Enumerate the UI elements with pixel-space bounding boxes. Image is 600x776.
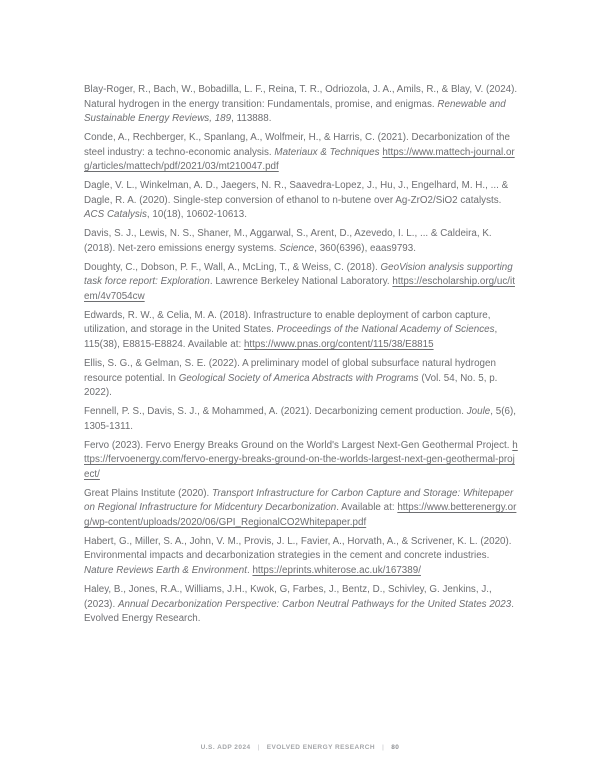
reference-text: Edwards, R. W., & Celia, M. A. (2018). Infrastructure to enable deployment of carbon capture, utilization, and storage in the United States. xyxy=(84,309,491,336)
reference-entry xyxy=(84,583,518,627)
reference-text: Haley, B., Jones, R.A., Williams, J.H., Kwok, G, Farbes, J., Bentz, D., Schivley, G. Jenkins, J., (2023). xyxy=(84,584,492,610)
reference-text: Great Plains Institute (2020). xyxy=(84,487,213,499)
reference-entry xyxy=(84,83,518,127)
reference-entry xyxy=(84,357,518,401)
reference-text: , 115(38), E8815-E8824. Available at: xyxy=(84,324,498,350)
reference-text: Habert, G., Miller, S. A., John, V. M., Provis, J. L., Favier, A., Horvath, A., & Scrivener, K. L. (2020). Environmental impacts and decarbonization strategies in the cement and concrete industries. xyxy=(84,535,512,562)
reference-link[interactable]: https://www.mattech-journal.org/articles/mattech/pdf/2021/03/mt210047.pdf xyxy=(84,146,515,173)
work-title: Nature Reviews Earth & Environment xyxy=(84,564,247,576)
work-title: Geological Society of America Abstracts with Programs xyxy=(178,372,419,384)
footer-report-label: U.S. ADP 2024 xyxy=(200,744,251,751)
reference-text: Fennell, P. S., Davis, S. J., & Mohammed, A. (2021). Decarbonizing cement production. xyxy=(84,406,467,418)
footer-organization-label: EVOLVED ENERGY RESEARCH xyxy=(266,744,376,751)
reference-text: , 5(6), 1305-1311. xyxy=(84,406,516,432)
work-title: ACS Catalysis xyxy=(84,209,147,221)
reference-text: Fervo (2023). Fervo Energy Breaks Ground on the World's Largest Next-Gen Geothermal Project. xyxy=(84,439,513,451)
reference-text: Dagle, V. L., Winkelman, A. D., Jaegers, N. R., Saavedra-Lopez, J., Hu, J., Engelhard, M. H., ... & Dagle, R. A. (2020). Single-step conversion of ethanol to n-butene over Ag-ZrO2/SiO2 catalysts. xyxy=(84,180,509,206)
reference-entry xyxy=(84,535,518,579)
reference-link[interactable]: https://fervoenergy.com/fervo-energy-breaks-ground-on-the-worlds-largest-next-gen-geothermal-project/ xyxy=(84,439,518,480)
reference-entry xyxy=(84,405,518,434)
footer-separator: | xyxy=(257,744,260,751)
reference-entry xyxy=(84,309,518,353)
reference-entry xyxy=(84,439,518,483)
reference-entry xyxy=(84,487,518,531)
reference-text: , 113888. xyxy=(231,113,272,124)
reference-entry xyxy=(84,261,518,305)
work-title: GeoVision analysis supporting task force report: Exploration xyxy=(84,261,513,288)
reference-text: Conde, A., Rechberger, K., Spanlang, A., Wolfmeir, H., & Harris, C. (2021). Decarbonization of the steel industry: a techno-economic analysis. xyxy=(84,132,510,158)
work-title: Materiaux & Techniques xyxy=(274,146,380,158)
reference-entry xyxy=(84,227,518,256)
work-title: Transport Infrastructure for Carbon Capture and Storage: Whitepaper on Regional Infrastructure for Midcentury Decarbonization xyxy=(84,487,514,514)
reference-text: (Vol. 54, No. 5, p. 2022). xyxy=(84,372,498,399)
reference-text: Ellis, S. G., & Gelman, S. E. (2022). A preliminary model of global subsurface natural hydrogen resource potential. In xyxy=(84,358,496,384)
reference-link[interactable]: https://www.pnas.org/content/115/38/E8815 xyxy=(243,338,434,350)
reference-link[interactable]: https://www.betterenergy.org/wp-content/uploads/2020/06/GPI_RegionalCO2Whitepaper.pdf xyxy=(84,502,517,528)
footer-separator: | xyxy=(382,744,385,751)
reference-text: , 360(6396), eaas9793. xyxy=(314,242,416,254)
work-title: Science xyxy=(279,242,315,254)
work-title: Renewable and Sustainable Energy Reviews, 189 xyxy=(84,98,506,124)
reference-text: Blay-Roger, R., Bach, W., Bobadilla, L. F., Reina, T. R., Odriozola, J. A., Amils, R., & Blay, V. (2024). Natural hydrogen in the energy transition: Fundamentals, promise, and enigmas. xyxy=(84,84,518,110)
reference-entry xyxy=(84,179,518,223)
reference-text: Davis, S. J., Lewis, N. S., Shaner, M., Aggarwal, S., Arent, D., Azevedo, I. L., ... & Caldeira, K. (2018). Net-zero emissions energy systems. xyxy=(84,228,492,254)
reference-link[interactable]: https://escholarship.org/uc/item/4v7054cw xyxy=(84,276,515,302)
reference-link[interactable]: https://eprints.whiterose.ac.uk/167389/ xyxy=(252,564,421,576)
work-title: Proceedings of the National Academy of Sciences xyxy=(276,324,495,336)
reference-text: , 10(18), 10602-10613. xyxy=(146,209,247,221)
work-title: Annual Decarbonization Perspective: Carbon Neutral Pathways for the United States 2023 xyxy=(117,598,512,610)
reference-entry xyxy=(84,131,518,175)
page-footer xyxy=(0,744,600,751)
page-number: 80 xyxy=(391,744,400,751)
references-list xyxy=(84,83,518,631)
reference-text: Doughty, C., Dobson, P. F., Wall, A., McLing, T., & Weiss, C. (2018). xyxy=(84,261,381,273)
reference-text: . xyxy=(246,564,253,576)
work-title: Joule xyxy=(466,406,491,418)
reference-text: . Available at: xyxy=(336,502,398,514)
reference-text: . Evolved Energy Research. xyxy=(84,598,514,625)
reference-text: . Lawrence Berkeley National Laboratory. xyxy=(209,276,393,288)
